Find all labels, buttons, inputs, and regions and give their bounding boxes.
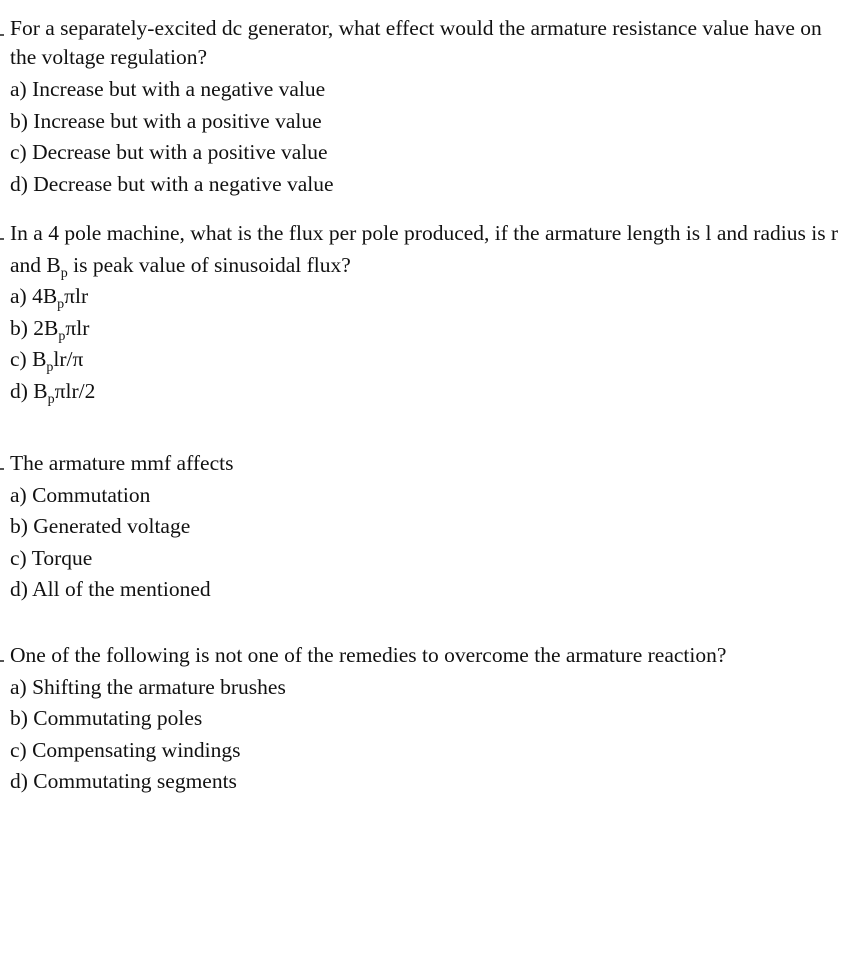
question-1-text: For a separately-excited dc generator, what effect would the armature resistance value have on the voltage regulation?	[10, 16, 822, 69]
option-c-subscript: p	[46, 360, 54, 375]
question-2-option-a	[10, 281, 850, 313]
question-3	[10, 448, 850, 606]
question-3-option-b: b) Generated voltage	[10, 514, 191, 538]
question-2-subscript: p	[60, 265, 68, 281]
question-1	[10, 14, 850, 200]
option-a-suffix: πlr	[64, 284, 89, 308]
question-marker	[0, 238, 4, 240]
question-1-option-a: a) Increase but with a negative value	[10, 77, 326, 101]
question-2-text-part2: is peak value of sinusoidal flux?	[67, 252, 351, 277]
question-4-option-b: b) Commutating poles	[10, 706, 203, 730]
question-2-option-c	[10, 344, 850, 376]
question-2-option-d	[10, 376, 850, 408]
question-2-text	[10, 218, 850, 281]
question-4-text: One of the following is not one of the remedies to overcome the armature reaction?	[10, 643, 727, 667]
question-4	[10, 640, 850, 798]
option-d-subscript: p	[47, 391, 55, 407]
question-1-option-b: b) Increase but with a positive value	[10, 108, 322, 133]
question-3-option-d: d) All of the mentioned	[10, 577, 211, 601]
option-b-prefix: b) 2B	[10, 315, 59, 340]
option-a-prefix: a) 4B	[10, 284, 58, 308]
question-2-option-b	[10, 313, 850, 345]
question-1-option-c: c) Decrease but with a positive value	[10, 140, 328, 164]
option-a-subscript: p	[57, 297, 65, 312]
option-d-suffix: πlr/2	[54, 378, 96, 403]
question-3-option-a: a) Commutation	[10, 482, 151, 507]
question-4-option-c: c) Compensating windings	[10, 737, 241, 762]
question-2	[10, 218, 850, 407]
question-3-option-c: c) Torque	[10, 545, 93, 570]
option-c-prefix: c) B	[10, 347, 47, 371]
question-marker	[0, 34, 4, 36]
question-3-text: The armature mmf affects	[10, 451, 234, 475]
option-d-prefix: d) B	[10, 378, 48, 403]
question-2-text-part1: In a 4 pole machine, what is the flux per pole produced, if the armature length is l and radius is r and B	[10, 221, 839, 277]
option-b-subscript: p	[58, 328, 66, 344]
question-4-option-a: a) Shifting the armature brushes	[10, 674, 286, 699]
option-c-suffix: lr/π	[53, 347, 84, 371]
question-marker	[0, 660, 4, 662]
question-1-option-d: d) Decrease but with a negative value	[10, 171, 334, 196]
question-marker	[0, 468, 4, 470]
option-b-suffix: πlr	[65, 315, 90, 340]
question-4-option-d: d) Commutating segments	[10, 769, 237, 793]
